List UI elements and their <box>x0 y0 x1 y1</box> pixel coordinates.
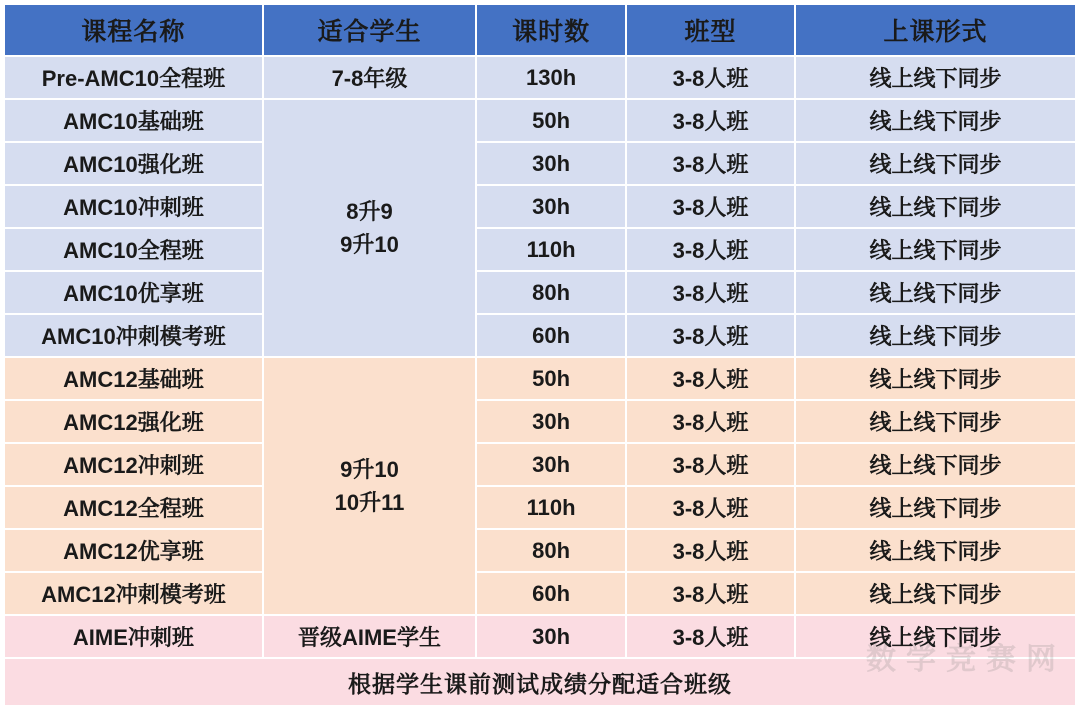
cell-class-type: 3-8人班 <box>626 185 795 228</box>
cell-suitable-students: 晋级AIME学生 <box>263 615 476 658</box>
cell-course-name: AMC12优享班 <box>4 529 263 572</box>
cell-hours: 50h <box>476 99 626 142</box>
cell-class-type: 3-8人班 <box>626 228 795 271</box>
table-row <box>4 572 1076 615</box>
table-header <box>4 4 1076 56</box>
cell-suitable-students-merged-amc10 <box>263 99 476 357</box>
cell-class-format: 线上线下同步 <box>795 400 1076 443</box>
cell-class-type: 3-8人班 <box>626 572 795 615</box>
cell-hours: 30h <box>476 185 626 228</box>
course-table-sheet <box>0 3 1080 720</box>
cell-course-name: AMC10冲刺班 <box>4 185 263 228</box>
cell-class-type: 3-8人班 <box>626 400 795 443</box>
table-row <box>4 99 1076 142</box>
cell-course-name: AIME冲刺班 <box>4 615 263 658</box>
cell-hours: 80h <box>476 529 626 572</box>
cell-hours: 110h <box>476 486 626 529</box>
table-row <box>4 314 1076 357</box>
cell-course-name: AMC10强化班 <box>4 142 263 185</box>
cell-class-type: 3-8人班 <box>626 314 795 357</box>
cell-class-format: 线上线下同步 <box>795 357 1076 400</box>
cell-suitable-students: 7-8年级 <box>263 56 476 99</box>
table-row <box>4 486 1076 529</box>
cell-class-type: 3-8人班 <box>626 142 795 185</box>
merged-student-line-1: 9升10 <box>340 457 399 482</box>
cell-course-name: AMC10基础班 <box>4 99 263 142</box>
merged-student-line-2: 10升11 <box>334 490 405 515</box>
cell-class-type: 3-8人班 <box>626 615 795 658</box>
cell-hours: 30h <box>476 615 626 658</box>
table-row <box>4 142 1076 185</box>
cell-class-type: 3-8人班 <box>626 271 795 314</box>
cell-course-name: Pre-AMC10全程班 <box>4 56 263 99</box>
cell-hours: 30h <box>476 400 626 443</box>
table-row <box>4 56 1076 99</box>
table-row <box>4 357 1076 400</box>
table-row <box>4 529 1076 572</box>
table-row <box>4 443 1076 486</box>
watermark-text: 数学竞赛网 <box>866 643 1066 676</box>
merged-student-line-1: 8升9 <box>346 199 393 224</box>
cell-class-format: 线上线下同步 <box>795 185 1076 228</box>
cell-course-name: AMC10优享班 <box>4 271 263 314</box>
cell-course-name: AMC12全程班 <box>4 486 263 529</box>
cell-class-format: 线上线下同步 <box>795 572 1076 615</box>
column-header-suitable-students: 适合学生 <box>263 4 476 56</box>
cell-class-format: 线上线下同步 <box>795 142 1076 185</box>
cell-course-name: AMC12冲刺班 <box>4 443 263 486</box>
cell-course-name: AMC10全程班 <box>4 228 263 271</box>
merged-student-line-2: 9升10 <box>340 232 399 257</box>
cell-hours: 60h <box>476 572 626 615</box>
table-body <box>4 56 1076 706</box>
cell-hours: 30h <box>476 443 626 486</box>
footer-note: 根据学生课前测试成绩分配适合班级 <box>4 658 1076 706</box>
course-table <box>3 3 1077 707</box>
cell-class-type: 3-8人班 <box>626 486 795 529</box>
table-header-row <box>4 4 1076 56</box>
cell-class-format: 线上线下同步 <box>795 228 1076 271</box>
cell-class-type: 3-8人班 <box>626 99 795 142</box>
cell-course-name: AMC12强化班 <box>4 400 263 443</box>
cell-course-name: AMC12基础班 <box>4 357 263 400</box>
table-row <box>4 271 1076 314</box>
table-row <box>4 615 1076 658</box>
cell-class-type: 3-8人班 <box>626 443 795 486</box>
cell-hours: 130h <box>476 56 626 99</box>
cell-hours: 30h <box>476 142 626 185</box>
cell-class-format: 线上线下同步 <box>795 314 1076 357</box>
table-row <box>4 185 1076 228</box>
table-row <box>4 228 1076 271</box>
cell-class-type: 3-8人班 <box>626 529 795 572</box>
cell-class-format: 线上线下同步 <box>795 56 1076 99</box>
cell-class-type: 3-8人班 <box>626 56 795 99</box>
cell-suitable-students-merged-amc12 <box>263 357 476 615</box>
cell-class-format: 线上线下同步 <box>795 486 1076 529</box>
cell-class-format: 线上线下同步 <box>795 615 1076 658</box>
column-header-course-name: 课程名称 <box>4 4 263 56</box>
cell-class-format: 线上线下同步 <box>795 271 1076 314</box>
cell-hours: 60h <box>476 314 626 357</box>
cell-hours: 50h <box>476 357 626 400</box>
table-footer-row <box>4 658 1076 706</box>
cell-hours: 80h <box>476 271 626 314</box>
cell-course-name: AMC12冲刺模考班 <box>4 572 263 615</box>
column-header-hours: 课时数 <box>476 4 626 56</box>
cell-class-format: 线上线下同步 <box>795 529 1076 572</box>
cell-hours: 110h <box>476 228 626 271</box>
column-header-class-format: 上课形式 <box>795 4 1076 56</box>
cell-class-format: 线上线下同步 <box>795 443 1076 486</box>
column-header-class-type: 班型 <box>626 4 795 56</box>
cell-class-format: 线上线下同步 <box>795 99 1076 142</box>
cell-class-type: 3-8人班 <box>626 357 795 400</box>
cell-course-name: AMC10冲刺模考班 <box>4 314 263 357</box>
table-row <box>4 400 1076 443</box>
